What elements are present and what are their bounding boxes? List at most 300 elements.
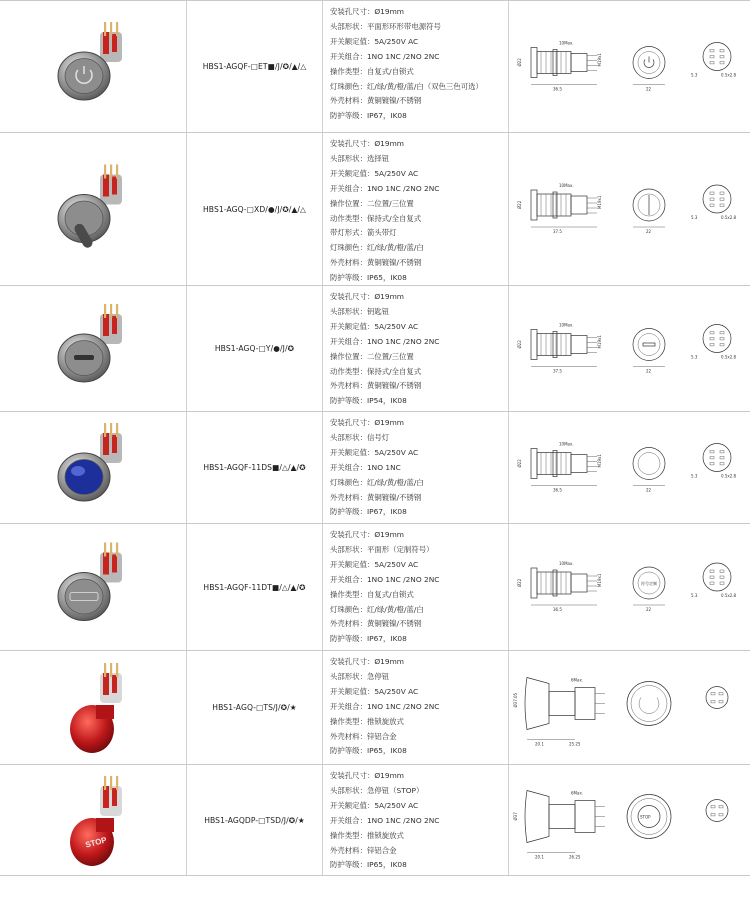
technical-drawing-cell [508,524,750,650]
spec-line [330,431,508,446]
terminal-pad [720,62,724,64]
rear-outline-circle [703,325,731,353]
bezel-outline [531,190,537,220]
spec-line [330,744,508,759]
body-outline [549,805,575,829]
product-row [0,650,750,764]
product-row [0,285,750,411]
spec-line [330,20,508,35]
terminal-pad [720,204,724,206]
dim-label-thread: M19x1 [597,454,602,468]
dim-label-pitch: 5.3 [691,72,698,78]
product-photo-group [70,776,122,866]
bezel-outline [531,449,537,479]
dim-label-max: 10Max. [559,183,574,188]
spec-line [330,5,508,20]
product-row [0,132,750,285]
terminal-pad [710,198,714,200]
spec-line [330,730,508,745]
spec-value: 1NO 1NC /2NO 2NC [366,815,440,825]
dim-label-max: 10Max. [559,322,574,328]
model-number: HBS1-AGQF-11DT■/△/▲/✪ [203,582,306,592]
spec-label: 外壳材料： [330,845,367,855]
specifications-cell [322,133,508,285]
spec-label: 开关组合： [330,336,367,346]
spec-value: IP67，IK08 [366,634,407,644]
spec-label: 安装孔尺寸： [330,139,375,148]
solder-terminal [116,663,118,677]
model-number: HBS1-AGQDP-□TSD/J/✪/★ [204,815,305,825]
technical-drawing [509,286,750,411]
spec-line [330,182,508,197]
dim-label-terminal: 0.5x2.8 [721,473,737,479]
product-photo [0,651,186,764]
spec-label: 开关组合： [330,701,367,711]
spec-line [330,685,508,700]
solder-terminal [104,776,106,790]
side-view-drawing [517,41,602,92]
switch-body [100,543,122,583]
product-photo [0,286,186,411]
product-row [0,0,750,132]
spec-line [330,814,508,829]
dim-label-pitch: 5.3 [691,354,698,360]
terminal-pad [720,457,724,459]
spec-label: 动作类型： [330,213,367,223]
spec-label: 头部形状： [330,153,367,163]
spec-value: Ø19mm [374,418,404,427]
spec-label: 防护等级： [330,507,367,517]
spec-label: 开关额定值： [330,321,375,331]
spec-label: 头部形状： [330,432,367,442]
spec-label: 外壳材料： [330,258,367,268]
spec-line [330,588,508,603]
rear-view-drawing [691,444,737,479]
red-terminal-block [112,435,117,453]
spec-value: 钥匙钮 [366,306,390,316]
dim-label-width: 22 [646,86,652,92]
spec-label: 操作类型： [330,716,367,726]
spec-value: 推锁旋放式 [366,716,404,726]
specifications-cell [322,1,508,132]
front-view-drawing [633,448,665,493]
head-stem [96,705,114,719]
specifications-cell [322,286,508,411]
product-photo-cell [0,412,186,523]
switch-body [100,663,122,703]
spec-label: 防护等级： [330,111,367,121]
switch-block-outline [571,574,587,592]
spec-label: 防护等级： [330,273,367,283]
model-number-cell [186,1,322,132]
spec-value: Ø19mm [374,7,404,16]
spec-line [330,80,508,95]
terminal-pad [719,701,723,703]
technical-drawing-cell [508,1,750,132]
front-view-drawing [633,47,665,92]
spec-label: 灯珠颜色： [330,477,367,487]
side-view-drawing [517,183,602,234]
model-number-cell [186,651,322,764]
spec-value: Ø19mm [374,292,404,301]
spec-line [330,305,508,320]
dim-label-terminal: 0.5x2.8 [721,593,737,598]
dim-label-total: 26.25 [569,854,581,860]
spec-label: 头部形状： [330,671,367,681]
dim-label-length: 36.5 [553,487,562,493]
bezel-outline [531,330,537,360]
spec-line [330,505,508,520]
model-number: HBS1-AGQF-11DS■/△/▲/✪ [203,463,306,472]
spec-value: Ø19mm [374,657,404,666]
spec-line [330,137,508,152]
product-photo-group [58,543,122,621]
model-number-cell [186,765,322,875]
terminal-pad [720,582,724,584]
dim-label-max: 10Max. [559,40,574,46]
spec-line [330,476,508,491]
dim-label-length: 36.5 [553,607,562,612]
front-view-drawing [627,795,671,839]
product-row [0,411,750,523]
button-face [65,579,103,614]
spec-label: 灯珠颜色： [330,243,367,253]
contact-block-outline [575,801,595,833]
dim-label-pitch: 5.3 [691,593,698,598]
spec-line [330,700,508,715]
mushroom-outline [525,678,549,730]
spec-label: 防护等级： [330,396,367,406]
model-number: HBS1-AGQ-□Y/●/J/✪ [214,344,295,353]
spec-label: 防护等级： [330,860,367,870]
solder-terminal [110,543,112,557]
red-terminal-block [112,177,117,195]
spec-value: IP65，IK08 [366,746,407,756]
spec-line [330,617,508,632]
spec-value: 5A/250V AC [374,800,419,810]
spec-line [330,241,508,256]
technical-drawing [509,1,750,132]
spec-value: 锌铝合金 [366,731,397,741]
terminal-pad [720,338,724,340]
product-photo-group [58,423,122,501]
spec-value: 黄铜镀镍/不锈钢 [366,492,422,502]
spec-label: 灯珠颜色： [330,604,367,614]
switch-body [100,165,122,205]
dim-label-terminal: 0.5x2.8 [721,215,737,220]
spec-value: 红/绿/黄/橙/蓝/白 [366,243,424,253]
spec-value: 急停钮（STOP） [366,785,424,795]
solder-terminal [116,543,118,557]
model-number: HBS1-AGQ-□XD/●/J/✪/▲/△ [202,204,306,214]
spec-label: 开关组合： [330,462,367,472]
front-inner-circle [631,686,667,722]
spec-label: 防护等级： [330,746,367,756]
stop-label: STOP [84,835,108,850]
dim-label-width: 22 [646,607,652,612]
spec-value: 黄铜镀镍/不锈钢 [366,96,422,106]
spec-line [330,365,508,380]
spec-value: IP65，IK08 [366,273,407,283]
dim-label-max: 10Max. [559,441,574,447]
spec-label: 头部形状： [330,785,367,795]
dim-label-width: 22 [646,229,652,234]
spec-label: 带灯形式： [330,228,367,238]
spec-line [330,799,508,814]
spec-line [330,416,508,431]
switch-block-outline [571,455,587,473]
model-number-cell [186,286,322,411]
terminal-pad [710,192,714,194]
solder-terminal [104,304,106,318]
spec-line [330,844,508,859]
terminal-pad [710,576,714,578]
dim-label-length: 36.5 [553,86,562,92]
product-photo-group [58,165,122,250]
model-number: HBS1-AGQF-□ET■/J/✪/▲/△ [202,62,307,71]
spec-line [330,461,508,476]
terminal-pad [720,56,724,58]
dim-label-thread: M19x1 [597,335,602,349]
dim-label-diameter: Ø22 [517,340,522,349]
spec-label: 开关额定值： [330,168,375,178]
spec-label: 外壳材料： [330,731,367,741]
terminal-pad [719,806,723,808]
spec-value: IP65，IK08 [366,860,407,870]
spec-value: 锌铝合金 [366,845,397,855]
switch-body [100,304,122,344]
side-view-drawing [513,678,605,747]
bezel-outline [531,568,537,598]
terminal-pad [710,338,714,340]
product-photo-group [58,304,122,382]
terminal-pad [720,332,724,334]
head-stem [96,818,114,832]
spec-label: 开关组合： [330,183,367,193]
spec-line [330,670,508,685]
product-photo [0,524,186,650]
solder-terminal [104,22,106,36]
custom-symbol-text: 符号定制 [641,581,657,586]
front-view-drawing [627,682,671,726]
front-view-drawing [633,567,665,612]
spec-value: IP67，IK08 [366,507,407,517]
model-number: HBS1-AGQ-□TS/J/✪/★ [212,703,297,712]
dim-label-thread: M19x1 [597,195,602,209]
spec-line [330,152,508,167]
spec-line [330,603,508,618]
solder-terminal [104,663,106,677]
spec-line [330,197,508,212]
spec-label: 操作位置： [330,351,367,361]
spec-line [330,491,508,506]
product-photo [0,1,186,132]
red-terminal-block [112,788,117,806]
specifications-cell [322,412,508,523]
spec-line [330,109,508,124]
spec-value: 5A/250V AC [374,321,419,331]
nut-outline [553,570,557,596]
spec-value: 急停钮 [366,671,390,681]
dim-label-thread: M19x1 [597,53,602,67]
dim-label-max: 6Max. [571,677,584,683]
switch-block-outline [571,54,587,72]
terminal-pad [710,463,714,465]
rear-outline-circle [703,444,731,472]
product-photo-cell [0,1,186,132]
spec-value: 5A/250V AC [374,447,419,457]
rear-view-drawing [691,185,737,220]
dim-label-terminal: 0.5x2.8 [721,354,737,360]
spec-line [330,769,508,784]
spec-value: 5A/250V AC [374,168,419,178]
spec-value: 黄铜镀镍/不锈钢 [366,381,422,391]
spec-value: 自复式/自锁式 [366,66,414,76]
solder-terminal [110,776,112,790]
rear-outline-circle [706,687,728,709]
terminal-pad [720,576,724,578]
dim-label-length: 37.5 [553,368,562,374]
front-inner-circle [638,334,660,356]
model-number-cell [186,133,322,285]
dim-label-diameter: Ø22 [517,200,522,209]
spec-value: 自复式/自锁式 [366,589,414,599]
rear-view-drawing [706,687,728,709]
switch-body [100,776,122,816]
side-view-drawing [517,561,602,612]
spec-value: IP67，IK08 [366,111,407,121]
spec-label: 开关额定值： [330,559,375,569]
terminal-pad [710,344,714,346]
terminal-pad [711,693,715,695]
solder-terminal [110,304,112,318]
spec-value: Ø19mm [374,139,404,148]
spec-value: 二位置/三位置 [366,351,414,361]
spec-label: 安装孔尺寸： [330,292,375,301]
spec-line [330,290,508,305]
product-photo [0,765,186,876]
dim-label-terminal: 0.5x2.8 [721,72,737,78]
dim-label-length: 37.5 [553,229,562,234]
solder-terminal [116,776,118,790]
model-number-cell [186,524,322,650]
product-photo-cell [0,286,186,411]
key-slot-icon [74,355,94,360]
spec-value: 1NO 1NC [366,462,401,472]
technical-drawing [509,412,750,523]
terminal-pad [720,198,724,200]
spec-line [330,528,508,543]
spec-line [330,632,508,647]
spec-value: IP54，IK08 [366,396,407,406]
terminal-pad [720,463,724,465]
spec-line [330,226,508,241]
technical-drawing-cell [508,412,750,523]
product-photo-cell [0,133,186,285]
spec-label: 操作类型： [330,830,367,840]
dim-label-width: 22 [646,487,652,493]
dim-label-max: 6Max. [571,790,584,796]
rear-view-drawing [691,563,737,598]
terminal-pad [719,693,723,695]
solder-terminal [104,543,106,557]
spec-value: 保持式/全自复式 [366,213,422,223]
product-photo [0,133,186,285]
spec-value: 红/绿/黄/橙/蓝/白 [366,604,424,614]
solder-terminal [116,304,118,318]
rotate-arrow-icon [639,698,659,714]
spec-line [330,655,508,670]
spec-value: 红/绿/黄/橙/蓝/白 [366,477,424,487]
terminal-pad [711,806,715,808]
technical-drawing-cell [508,765,750,875]
spec-value: 红/绿/黄/橙/蓝/白（双色三色可选） [366,81,483,91]
spec-label: 开关组合： [330,51,367,61]
dim-label-length: 20.1 [535,741,544,747]
specifications-cell [322,765,508,875]
spec-value: 5A/250V AC [374,559,419,569]
dim-label-pitch: 5.3 [691,215,698,220]
spec-value: 1NO 1NC /2NO 2NC [366,701,440,711]
spec-value: 1NO 1NC /2NO 2NC [366,183,440,193]
solder-terminal [110,22,112,36]
spec-line [330,320,508,335]
spec-label: 开关额定值： [330,800,375,810]
side-view-drawing [517,442,602,493]
solder-terminal [116,423,118,437]
spec-value: 选择钮 [366,153,390,163]
spec-line [330,50,508,65]
mushroom-outline [525,791,549,843]
specifications-cell [322,524,508,650]
product-photo-cell [0,765,186,875]
terminal-pad [711,701,715,703]
terminal-pad [710,451,714,453]
spec-label: 开关额定值： [330,447,375,457]
spec-value: 平面形（定制符号） [366,544,434,554]
dim-label-diameter: Ø22 [517,459,522,468]
terminal-pad [719,814,723,816]
terminal-pad [720,192,724,194]
product-photo-cell [0,524,186,650]
specifications-cell [322,651,508,764]
spec-label: 开关额定值： [330,686,375,696]
product-row [0,523,750,650]
spec-line [330,394,508,409]
spec-value: 二位置/三位置 [366,198,414,208]
spec-value: 1NO 1NC /2NO 2NC [366,336,440,346]
solder-terminal [104,165,106,179]
side-view-drawing [513,791,605,860]
terminal-pad [711,814,715,816]
technical-drawing [509,651,750,764]
spec-line [330,335,508,350]
spec-label: 外壳材料： [330,619,367,629]
spec-label: 头部形状： [330,306,367,316]
red-terminal-block [112,316,117,334]
spec-label: 开关组合： [330,574,367,584]
spec-value: Ø19mm [374,530,404,539]
rear-view-drawing [691,43,737,78]
rear-outline-circle [706,800,728,822]
rear-outline-circle [703,563,731,591]
dim-label-total: 25.25 [569,741,581,747]
switch-body [100,423,122,463]
nut-outline [553,451,557,477]
nut-outline [553,332,557,358]
dim-label-length: 20.1 [535,854,544,860]
key-slot-icon [643,343,655,346]
